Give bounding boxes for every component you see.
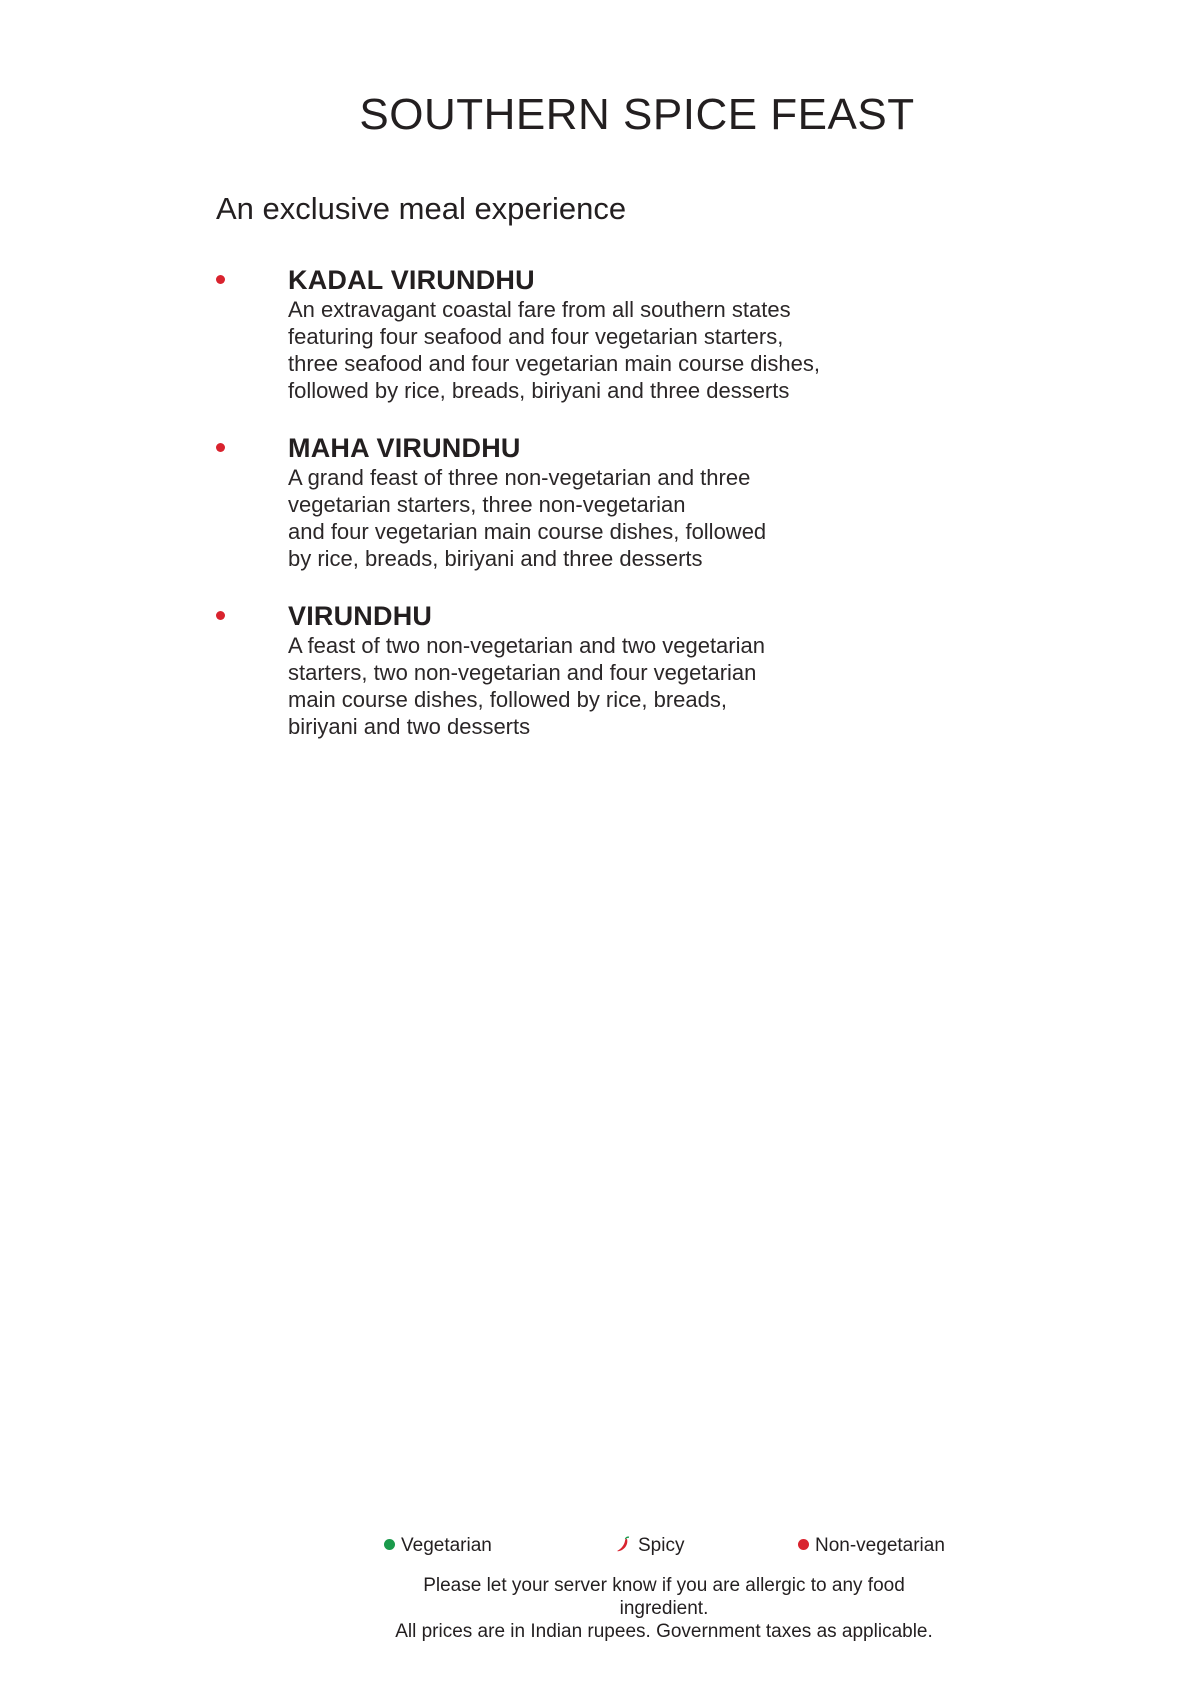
menu-item-name: MAHA VIRUNDHU	[288, 433, 521, 463]
page-title: SOUTHERN SPICE FEAST	[359, 90, 915, 139]
footer-note	[384, 1574, 944, 1643]
menu-item-description: A feast of two non-vegetarian and two vegetarian starters, two non-vegetarian and four vegetarian main course dishes, followed by rice, breads, biriyani and two desserts	[288, 633, 765, 739]
legend-spicy	[616, 1533, 684, 1559]
allergy-note: Please let your server know if you are allergic to any food ingredient.	[423, 1575, 905, 1619]
menu-item-maha-virundhu	[216, 432, 916, 572]
legend-non-vegetarian	[798, 1533, 945, 1559]
chili-pepper-icon	[616, 1536, 632, 1554]
menu-item-name: VIRUNDHU	[288, 601, 433, 631]
menu-item-description: An extravagant coastal fare from all southern states featuring four seafood and four vegetarian starters, three seafood and four vegetarian main course dishes, followed by rice, breads, biriyani and three desserts	[288, 297, 820, 403]
green-dot-icon	[384, 1539, 395, 1550]
menu-list	[216, 264, 916, 768]
legend-vegetarian	[384, 1533, 492, 1559]
legend-vegetarian-label: Vegetarian	[401, 1535, 492, 1556]
legend	[384, 1533, 944, 1563]
menu-item-name: KADAL VIRUNDHU	[288, 265, 535, 295]
menu-item-description: A grand feast of three non-vegetarian and three vegetarian starters, three non-vegetarian and four vegetarian main course dishes, followed by rice, breads, biriyani and three desserts	[288, 465, 767, 571]
page-subtitle: An exclusive meal experience	[216, 191, 627, 226]
legend-spicy-label: Spicy	[638, 1535, 685, 1556]
menu-item-kadal-virundhu	[216, 264, 916, 404]
legend-non-vegetarian-label: Non-vegetarian	[815, 1535, 945, 1556]
bullet-dot-icon	[216, 275, 225, 284]
bullet-dot-icon	[216, 611, 225, 620]
price-note: All prices are in Indian rupees. Government taxes as applicable.	[395, 1621, 933, 1642]
menu-item-virundhu	[216, 600, 916, 740]
red-dot-icon	[798, 1539, 809, 1550]
bullet-dot-icon	[216, 443, 225, 452]
